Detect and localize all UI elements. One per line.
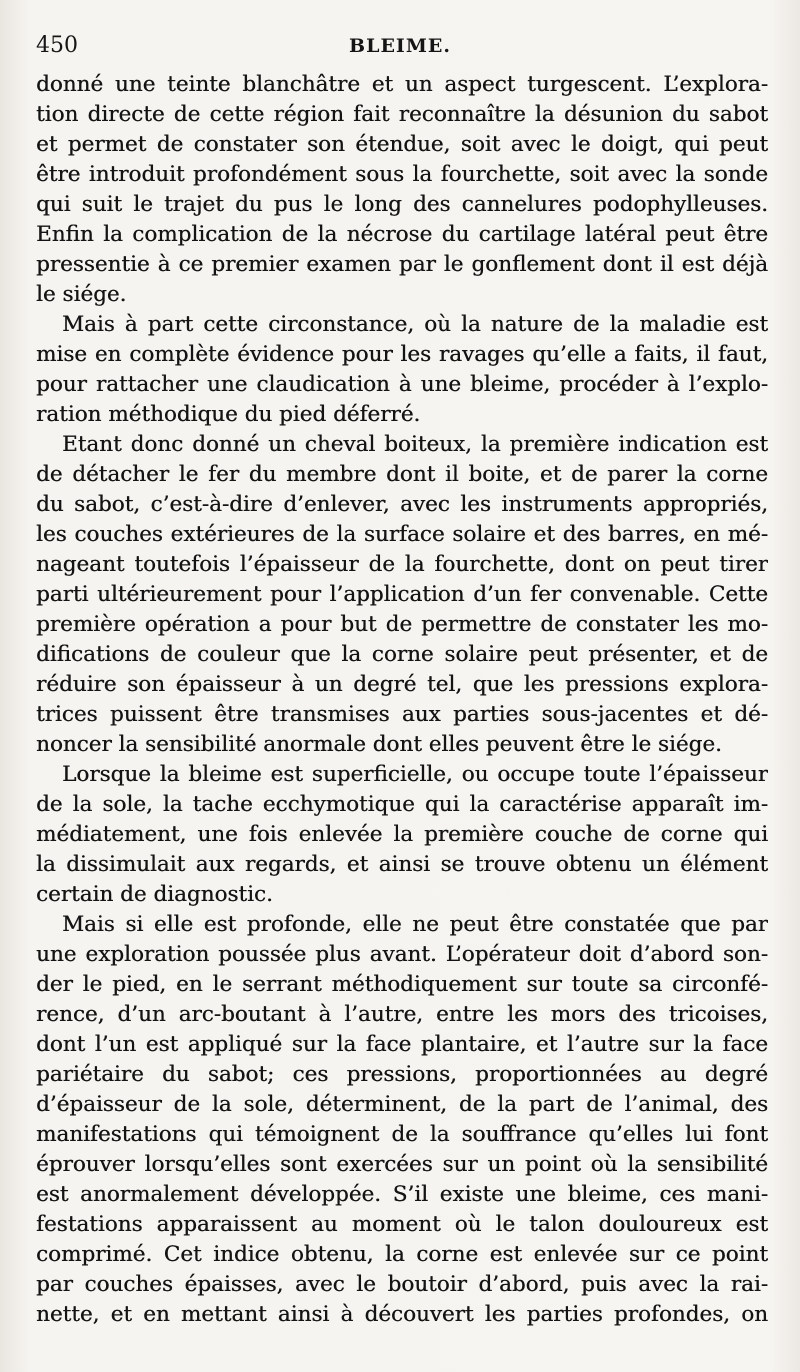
text-line: festations apparaissent au moment où le talon douloureux est [36,1212,768,1237]
text-line: éprouver lorsqu’elles sont exercées sur un point où la sensibilité [36,1152,768,1177]
text-line: comprimé. Cet indice obtenu, la corne est enlevée sur ce point [36,1242,768,1267]
text-line: de détacher le fer du membre dont il boite, et de parer la corne [36,462,768,487]
text-line: est anormalement développée. S’il existe une bleime, ces mani- [36,1182,768,1207]
text-line: certain de diagnostic. [36,882,273,907]
text-line: dont l’un est appliqué sur la face plantaire, et l’autre sur la face [36,1032,768,1057]
text-line: du sabot, c’est-à-dire d’enlever, avec les instruments appropriés, [36,492,768,517]
text-line: Mais à part cette circonstance, où la nature de la maladie est [62,312,768,337]
text-line: donné une teinte blanchâtre et un aspect turgescent. L’explora- [36,72,768,97]
text-line: première opération a pour but de permettre de constater les mo- [36,612,768,637]
text-line: pour rattacher une claudication à une bleime, procéder à l’explo- [36,372,768,397]
text-line: nette, et en mettant ainsi à découvert les parties profondes, on [36,1302,768,1327]
text-line: de la sole, la tache ecchymotique qui la caractérise apparaît im- [36,792,768,817]
page-header [36,30,764,62]
page-number: 450 [36,33,78,58]
text-line: difications de couleur que la corne solaire peut présenter, et de [36,642,768,667]
text-line: médiatement, une fois enlevée la première couche de corne qui [36,822,768,847]
text-line: manifestations qui témoignent de la souffrance qu’elles lui font [36,1122,768,1147]
text-line: pariétaire du sabot; ces pressions, proportionnées au degré [36,1062,768,1087]
text-line: parti ultérieurement pour l’application d’un fer convenable. Cette [36,582,768,607]
text-line: une exploration poussée plus avant. L’opérateur doit d’abord son- [36,942,768,967]
text-line: noncer la sensibilité anormale dont elles peuvent être le siége. [36,732,722,757]
text-line: tion directe de cette région fait reconnaître la désunion du sabot [36,102,768,127]
text-line: nageant toutefois l’épaisseur de la fourchette, dont on peut tirer [36,552,768,577]
text-line: ration méthodique du pied déferré. [36,402,421,427]
text-line: réduire son épaisseur à un degré tel, que les pressions explora- [36,672,768,697]
body-text [36,70,768,1330]
text-line: par couches épaisses, avec le boutoir d’abord, puis avec la rai- [36,1272,768,1297]
text-line: rence, d’un arc-boutant à l’autre, entre les mors des tricoises, [36,1002,768,1027]
text-line: mise en complète évidence pour les ravages qu’elle a faits, il faut, [36,342,768,367]
text-line: Enfin la complication de la nécrose du cartilage latéral peut être [36,222,768,247]
text-line: der le pied, en le serrant méthodiquement sur toute sa circonfé- [36,972,768,997]
text-line: les couches extérieures de la surface solaire et des barres, en mé- [36,522,768,547]
text-line: la dissimulait aux regards, et ainsi se trouve obtenu un élément [36,852,768,877]
text-line: Mais si elle est profonde, elle ne peut être constatée que par [62,912,768,937]
text-line: qui suit le trajet du pus le long des cannelures podophylleuses. [36,192,768,217]
text-line: être introduit profondément sous la fourchette, soit avec la sonde [36,162,768,187]
text-line: Etant donc donné un cheval boiteux, la première indication est [62,432,768,457]
text-line: le siége. [36,282,127,307]
text-line: pressentie à ce premier examen par le gonflement dont il est déjà [36,252,768,277]
text-line: et permet de constater son étendue, soit avec le doigt, qui peut [36,132,768,157]
text-line: Lorsque la bleime est superficielle, ou occupe toute l’épaisseur [62,762,768,787]
text-line: trices puissent être transmises aux parties sous-jacentes et dé- [36,702,768,727]
running-title: BLEIME. [349,35,451,57]
text-line: d’épaisseur de la sole, déterminent, de la part de l’animal, des [36,1092,768,1117]
